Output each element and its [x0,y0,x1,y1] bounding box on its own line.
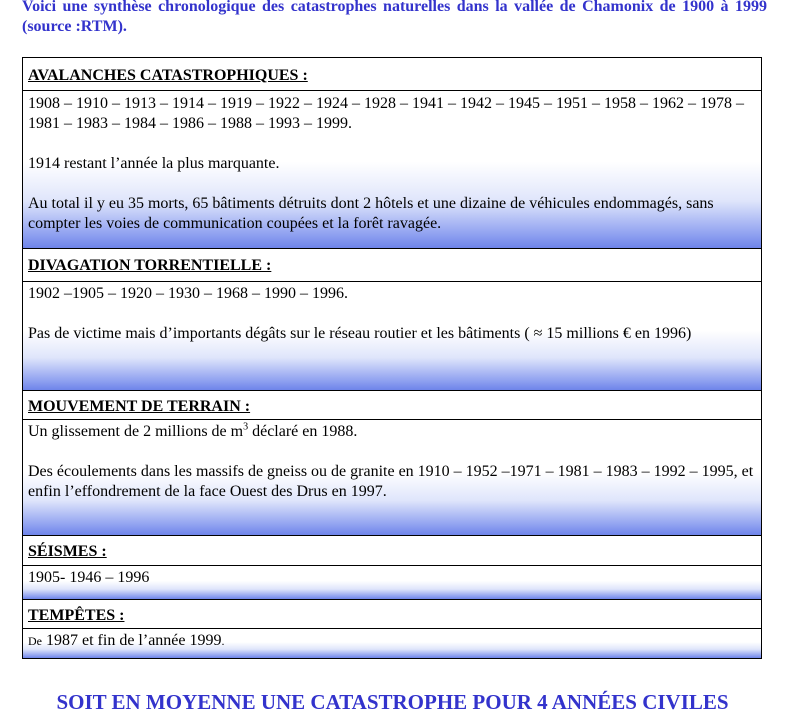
seismes-years: 1905- 1946 – 1996 [28,569,150,586]
avalanches-heading-row [23,58,761,91]
avalanches-heading: AVALANCHES CATASTROPHIQUES : [28,67,308,84]
terrain-heading-row [23,391,761,420]
seismes-heading-row [23,536,761,566]
seismes-body [23,566,761,600]
tempetes-heading: TEMPÊTES : [28,607,125,624]
terrain-body [23,420,761,536]
terrain-glissement-text: Un glissement de 2 millions de m [28,423,244,440]
seismes-heading: SÉISMES : [28,543,107,560]
divagation-heading: DIVAGATION TORRENTIELLE : [28,257,272,274]
tempetes-heading-row [23,600,761,629]
tempetes-suffix: . [221,634,225,648]
divagation-body [23,282,761,391]
tempetes-body [23,629,761,659]
cubic-exponent: 3 [243,421,249,433]
divagation-note: Pas de victime mais d’importants dégâts sur le réseau routier et les bâtiments ( ≈ 15 millions € en 1996) [28,325,692,342]
intro-paragraph: Voici une synthèse chronologique des catastrophes naturelles dans la vallée de Chamonix de 1900 à 1999 (source :RTM). [22,0,767,35]
terrain-note: Des écoulements dans les massifs de gneiss ou de granite en 1910 – 1952 –1971 – 1981 – 1983 – 1992 – 1995, et enfin l’effondrement de la face Ouest des Drus en 1997. [28,463,754,500]
avalanches-body [23,91,761,249]
avalanches-years: 1908 – 1910 – 1913 – 1914 – 1919 – 1922 – 1924 – 1928 – 1941 – 1942 – 1945 – 1951 – 1958 – 1962 – 1978 – 1981 – 1983 – 1984 – 1986 – 1988 – 1993 – 1999. [28,95,744,132]
conclusion-banner: SOIT EN MOYENNE UNE CATASTROPHE POUR 4 ANNÉES CIVILES [56,690,729,714]
terrain-glissement-date: déclaré en 1988. [248,423,358,440]
terrain-heading: MOUVEMENT DE TERRAIN : [28,398,251,415]
terrain-glissement [28,422,756,442]
divagation-heading-row [23,249,761,282]
avalanches-note-toll: Au total il y eu 35 morts, 65 bâtiments détruits dont 2 hôtels et une dizaine de véhicules endommagés, sans compter les voies de communication coupées et la forêt ravagée. [28,195,714,232]
divagation-years: 1902 –1905 – 1920 – 1930 – 1968 – 1990 – 1996. [28,285,348,302]
tempetes-years [28,631,756,651]
avalanches-note-highlight: 1914 restant l’année la plus marquante. [28,155,280,172]
tempetes-text: 1987 et fin de l’année 1999 [42,632,222,649]
catastrophes-table [22,57,762,659]
tempetes-prefix: De [28,634,42,648]
